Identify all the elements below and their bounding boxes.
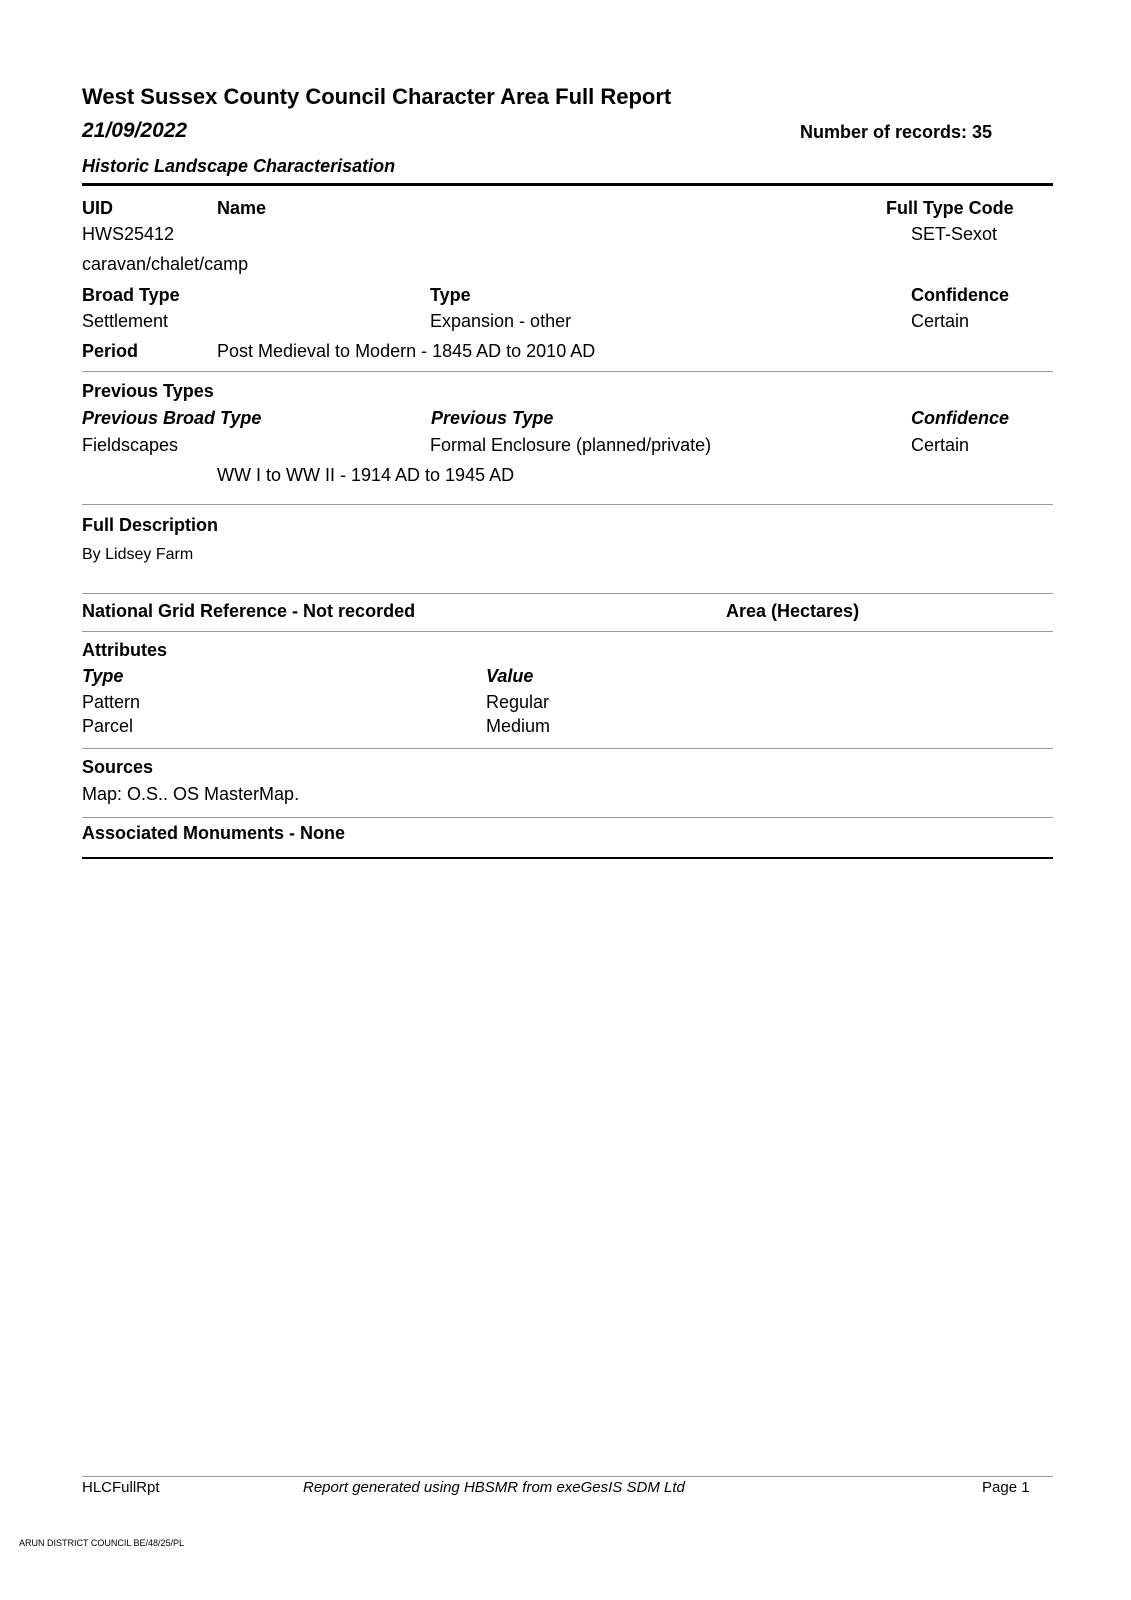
records-count: Number of records: 35 xyxy=(800,122,993,142)
attributes-divider xyxy=(82,748,1053,749)
type-value: Expansion - other xyxy=(430,311,572,331)
previous-broad-type-label: Previous Broad Type xyxy=(82,408,262,428)
broad-type-label: Broad Type xyxy=(82,285,180,305)
attributes-value-label: Value xyxy=(486,666,534,686)
footer-divider xyxy=(82,1476,1053,1477)
attributes-type-label: Type xyxy=(82,666,124,686)
broad-type-value: Settlement xyxy=(82,311,169,331)
header-divider xyxy=(82,183,1053,186)
name-label: Name xyxy=(217,198,267,218)
previous-divider xyxy=(82,504,1053,505)
grid-divider xyxy=(82,631,1053,632)
full-type-code-value: SET-Sexot xyxy=(911,224,998,244)
council-reference-stamp: ARUN DISTRICT COUNCIL BE/48/25/PL xyxy=(19,1538,185,1548)
report-title: West Sussex County Council Character Area Full Report xyxy=(82,84,672,109)
previous-confidence-value: Certain xyxy=(911,435,970,455)
attribute-row-type: Parcel xyxy=(82,716,134,736)
attribute-row-value: Medium xyxy=(486,716,551,736)
full-type-code-label: Full Type Code xyxy=(886,198,1014,218)
name-value: caravan/chalet/camp xyxy=(82,254,249,274)
confidence-label: Confidence xyxy=(911,285,1010,305)
description-divider xyxy=(82,593,1053,594)
footer-page-number: Page 1 xyxy=(982,1479,1030,1496)
period-value: Post Medieval to Modern - 1845 AD to 2010 AD xyxy=(217,341,596,361)
attributes-heading: Attributes xyxy=(82,640,167,660)
period-label: Period xyxy=(82,341,139,361)
monuments-divider xyxy=(82,857,1053,859)
sources-text: Map: O.S.. OS MasterMap. xyxy=(82,784,300,804)
report-date: 21/09/2022 xyxy=(82,119,188,142)
type-label: Type xyxy=(430,285,471,305)
previous-period-value: WW I to WW II - 1914 AD to 1945 AD xyxy=(217,465,515,485)
sources-divider xyxy=(82,817,1053,818)
previous-confidence-label: Confidence xyxy=(911,408,1010,428)
full-description-heading: Full Description xyxy=(82,515,219,535)
uid-value: HWS25412 xyxy=(82,224,175,244)
previous-type-label: Previous Type xyxy=(431,408,554,428)
previous-types-heading: Previous Types xyxy=(82,381,214,401)
national-grid-reference: National Grid Reference - Not recorded xyxy=(82,601,416,621)
attribute-row-value: Regular xyxy=(486,692,550,712)
period-divider xyxy=(82,371,1053,372)
uid-label: UID xyxy=(82,198,113,218)
previous-type-value: Formal Enclosure (planned/private) xyxy=(430,435,712,455)
sources-heading: Sources xyxy=(82,757,154,777)
report-subtitle: Historic Landscape Characterisation xyxy=(82,156,396,176)
previous-broad-type-value: Fieldscapes xyxy=(82,435,179,455)
associated-monuments: Associated Monuments - None xyxy=(82,823,346,843)
confidence-value: Certain xyxy=(911,311,970,331)
area-hectares-label: Area (Hectares) xyxy=(726,601,860,621)
footer-generated-note: Report generated using HBSMR from exeGesIS SDM Ltd xyxy=(303,1479,685,1496)
footer-report-id: HLCFullRpt xyxy=(82,1479,160,1496)
full-description-text: By Lidsey Farm xyxy=(82,546,194,563)
attribute-row-type: Pattern xyxy=(82,692,141,712)
